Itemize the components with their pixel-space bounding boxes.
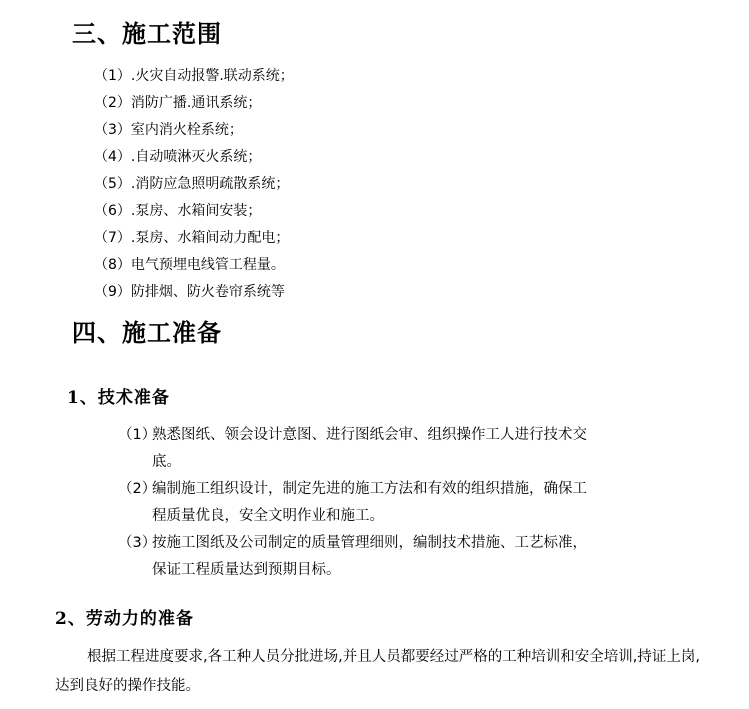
list-item-text: 熟悉图纸、领会设计意图、进行图纸会审、组织操作工人进行技术交底。 [152, 427, 587, 470]
list-item: （2）消防广播.通讯系统； [94, 95, 262, 111]
labor-preparation-paragraph: 根据工程进度要求,各工种人员分批进场,并且人员都要经过严格的工种培训和安全培训,持证上岗,达到良好的操作技能。 [55, 649, 700, 694]
list-item: （5）.消防应急照明疏散系统； [94, 176, 290, 192]
construction-scope-list [94, 63, 294, 306]
list-item [118, 476, 598, 530]
list-item-number: （1） [118, 427, 157, 443]
list-item: （3）室内消火栓系统； [94, 122, 243, 138]
list-item: （6）.泵房、水箱间安装； [94, 203, 262, 219]
section-4-heading: 四、施工准备 [72, 318, 222, 347]
list-item [118, 422, 598, 476]
list-item: （7）.泵房、水箱间动力配电； [94, 230, 290, 246]
list-item-number: （3） [118, 535, 157, 551]
list-item-text: 按施工图纸及公司制定的质量管理细则，编制技术措施、工艺标准，保证工程质量达到预期目标。 [152, 535, 587, 578]
list-item: （1）.火灾自动报警.联动系统； [94, 68, 294, 84]
list-item: （9）防排烟、防火卷帘系统等 [94, 284, 285, 300]
technical-preparation-heading: 1、技术准备 [67, 388, 170, 408]
list-item-text: 编制施工组织设计，制定先进的施工方法和有效的组织措施，确保工程质量优良，安全文明作业和施工。 [152, 481, 587, 524]
section-3-heading: 三、施工范围 [72, 19, 222, 48]
labor-preparation-heading: 2、劳动力的准备 [55, 609, 194, 629]
list-item-number: （2） [118, 481, 157, 497]
list-item: （8）电气预埋电线管工程量。 [94, 257, 285, 273]
list-item: （4）.自动喷淋灭火系统； [94, 149, 262, 165]
list-item [118, 530, 598, 584]
technical-preparation-list [118, 422, 598, 584]
